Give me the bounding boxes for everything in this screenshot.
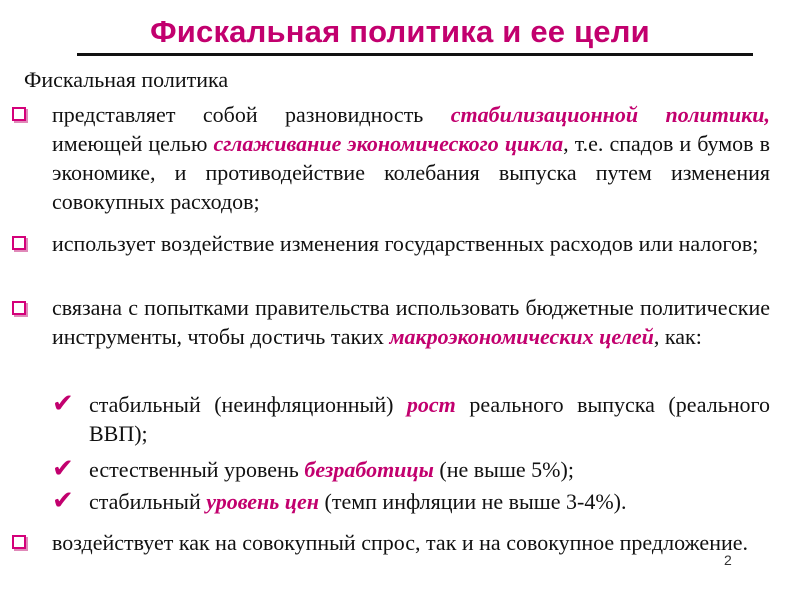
bullet-item bbox=[52, 229, 770, 258]
checkmark-icon: ✔ bbox=[52, 486, 74, 516]
sub-text: естественный уровень bbox=[89, 457, 305, 482]
sub-list-item bbox=[89, 487, 770, 516]
highlight-term: макроэкономических целей bbox=[389, 324, 654, 349]
highlight-term: уровень цен bbox=[206, 489, 320, 514]
bullet-item bbox=[52, 528, 770, 557]
title-underline bbox=[77, 53, 753, 56]
sub-text: реального выпуска (реального ВВП); bbox=[89, 392, 770, 446]
checkmark-icon: ✔ bbox=[52, 389, 74, 419]
sub-text: стабильный (неинфляционный) bbox=[89, 392, 407, 417]
sub-text: (не выше 5%); bbox=[433, 457, 574, 482]
sub-list-item bbox=[89, 455, 770, 484]
highlight-term: безработицы bbox=[304, 457, 434, 482]
highlight-term: сглаживание экономического цикла bbox=[213, 131, 564, 156]
slide-title: Фискальная политика и ее цели bbox=[150, 14, 650, 49]
square-bullet-icon bbox=[12, 236, 26, 250]
highlight-term: рост bbox=[406, 392, 456, 417]
bullet-text: представляет собой разновидность bbox=[52, 102, 451, 127]
checkmark-icon: ✔ bbox=[52, 454, 74, 484]
square-bullet-icon bbox=[12, 535, 26, 549]
square-bullet-icon bbox=[12, 107, 26, 121]
page-number: 2 bbox=[724, 552, 732, 568]
slide-subtitle: Фискальная политика bbox=[24, 67, 229, 92]
bullet-text: имеющей целью bbox=[52, 131, 214, 156]
bullet-item bbox=[52, 293, 770, 351]
sub-text: стабильный bbox=[89, 489, 207, 514]
bullet-text: , как: bbox=[653, 324, 702, 349]
bullet-item bbox=[52, 100, 770, 216]
bullet-text: , т.е. спадов и бумов в экономике, и противодействие колебания выпуска путем изменения совокупных расходов; bbox=[52, 131, 770, 214]
bullet-text: использует воздействие изменения государственных расходов или налогов; bbox=[52, 231, 759, 256]
square-bullet-icon bbox=[12, 301, 26, 315]
sub-list-item bbox=[89, 390, 770, 448]
bullet-text: связана с попытками правительства использовать бюджетные политические инструменты, чтобы достичь таких bbox=[52, 295, 770, 349]
bullet-text: воздействует как на совокупный спрос, так и на совокупное предложение. bbox=[52, 530, 749, 555]
highlight-term: стабилизационной политики, bbox=[450, 102, 770, 127]
sub-text: (темп инфляции не выше 3-4%). bbox=[319, 489, 627, 514]
